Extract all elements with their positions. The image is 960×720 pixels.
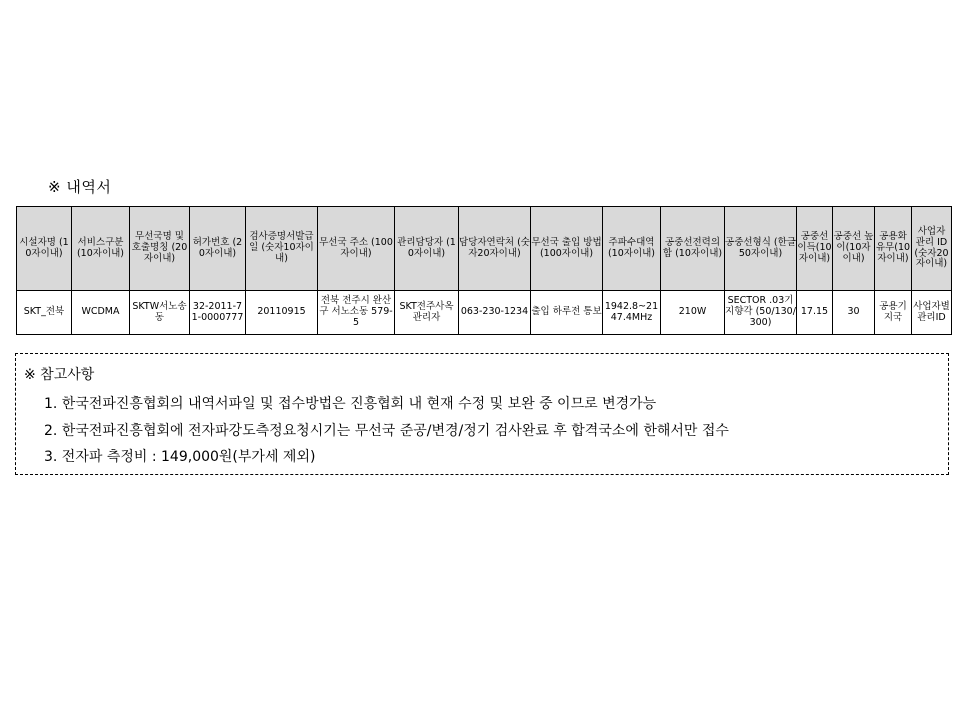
cell-manager-contact: 063-230-1234: [459, 291, 531, 335]
header-access-method: 무선국 출입 방법 (100자이내): [531, 207, 603, 291]
header-inspection-date: 검사증명서발급일 (숫자10자이내): [246, 207, 318, 291]
cell-antenna-type: SECTOR .03기 지향각 (50/130/300): [725, 291, 797, 335]
cell-access-method: 출입 하루전 통보: [531, 291, 603, 335]
notes-box: [15, 353, 949, 475]
header-antenna-type: 공중선형식 (한글50자이내): [725, 207, 797, 291]
header-manager: 관리담당자 (10자이내): [395, 207, 459, 291]
section-title: ※ 내역서: [48, 178, 112, 196]
record-table: [16, 206, 952, 335]
header-shared-use: 공용화 유무(10자이내): [875, 207, 912, 291]
cell-license-number: 32-2011-71-0000777: [190, 291, 246, 335]
cell-manager: SKT전주사옥 관리자: [395, 291, 459, 335]
header-facility-owner: 시설자명 (10자이내): [17, 207, 72, 291]
header-station-name: 무선국명 및 호출명칭 (20자이내): [130, 207, 190, 291]
header-frequency-band: 주파수대역 (10자이내): [603, 207, 661, 291]
header-operator-id: 사업자 관리 ID(숫자20자이내): [912, 207, 952, 291]
header-license-number: 허가번호 (20자이내): [190, 207, 246, 291]
note-item: 1. 한국전파진흥협회의 내역서파일 및 접수방법은 진흥협회 내 현재 수정 및 보완 중 이므로 변경가능: [44, 396, 657, 412]
cell-station-name: SKTW서노송동: [130, 291, 190, 335]
notes-title: ※ 참고사항: [24, 367, 95, 383]
cell-service-type: WCDMA: [72, 291, 130, 335]
note-item: 3. 전자파 측정비 : 149,000원(부가세 제외): [44, 449, 316, 465]
cell-antenna-gain: 17.15: [797, 291, 833, 335]
header-antenna-power: 공중선전력의 합 (10자이내): [661, 207, 725, 291]
header-antenna-gain: 공중선 이득(10자이내): [797, 207, 833, 291]
note-item: 2. 한국전파진흥협회에 전자파강도측정요청시기는 무선국 준공/변경/정기 검사완료 후 합격국소에 한해서만 접수: [44, 423, 729, 439]
cell-shared-use: 공용기지국: [875, 291, 912, 335]
cell-facility-owner: SKT_전북: [17, 291, 72, 335]
cell-inspection-date: 20110915: [246, 291, 318, 335]
table-row: [17, 291, 952, 335]
cell-station-address: 전북 전주시 완산구 서노소동 579-5: [318, 291, 395, 335]
cell-frequency-band: 1942.8~2147.4MHz: [603, 291, 661, 335]
header-antenna-height: 공중선 높이(10자이내): [833, 207, 875, 291]
table-header-row: [17, 207, 952, 291]
header-manager-contact: 담당자연락처 (숫자20자이내): [459, 207, 531, 291]
header-station-address: 무선국 주소 (100자이내): [318, 207, 395, 291]
cell-antenna-power: 210W: [661, 291, 725, 335]
cell-antenna-height: 30: [833, 291, 875, 335]
header-service-type: 서비스구분 (10자이내): [72, 207, 130, 291]
cell-operator-id: 사업자별 관리ID: [912, 291, 952, 335]
